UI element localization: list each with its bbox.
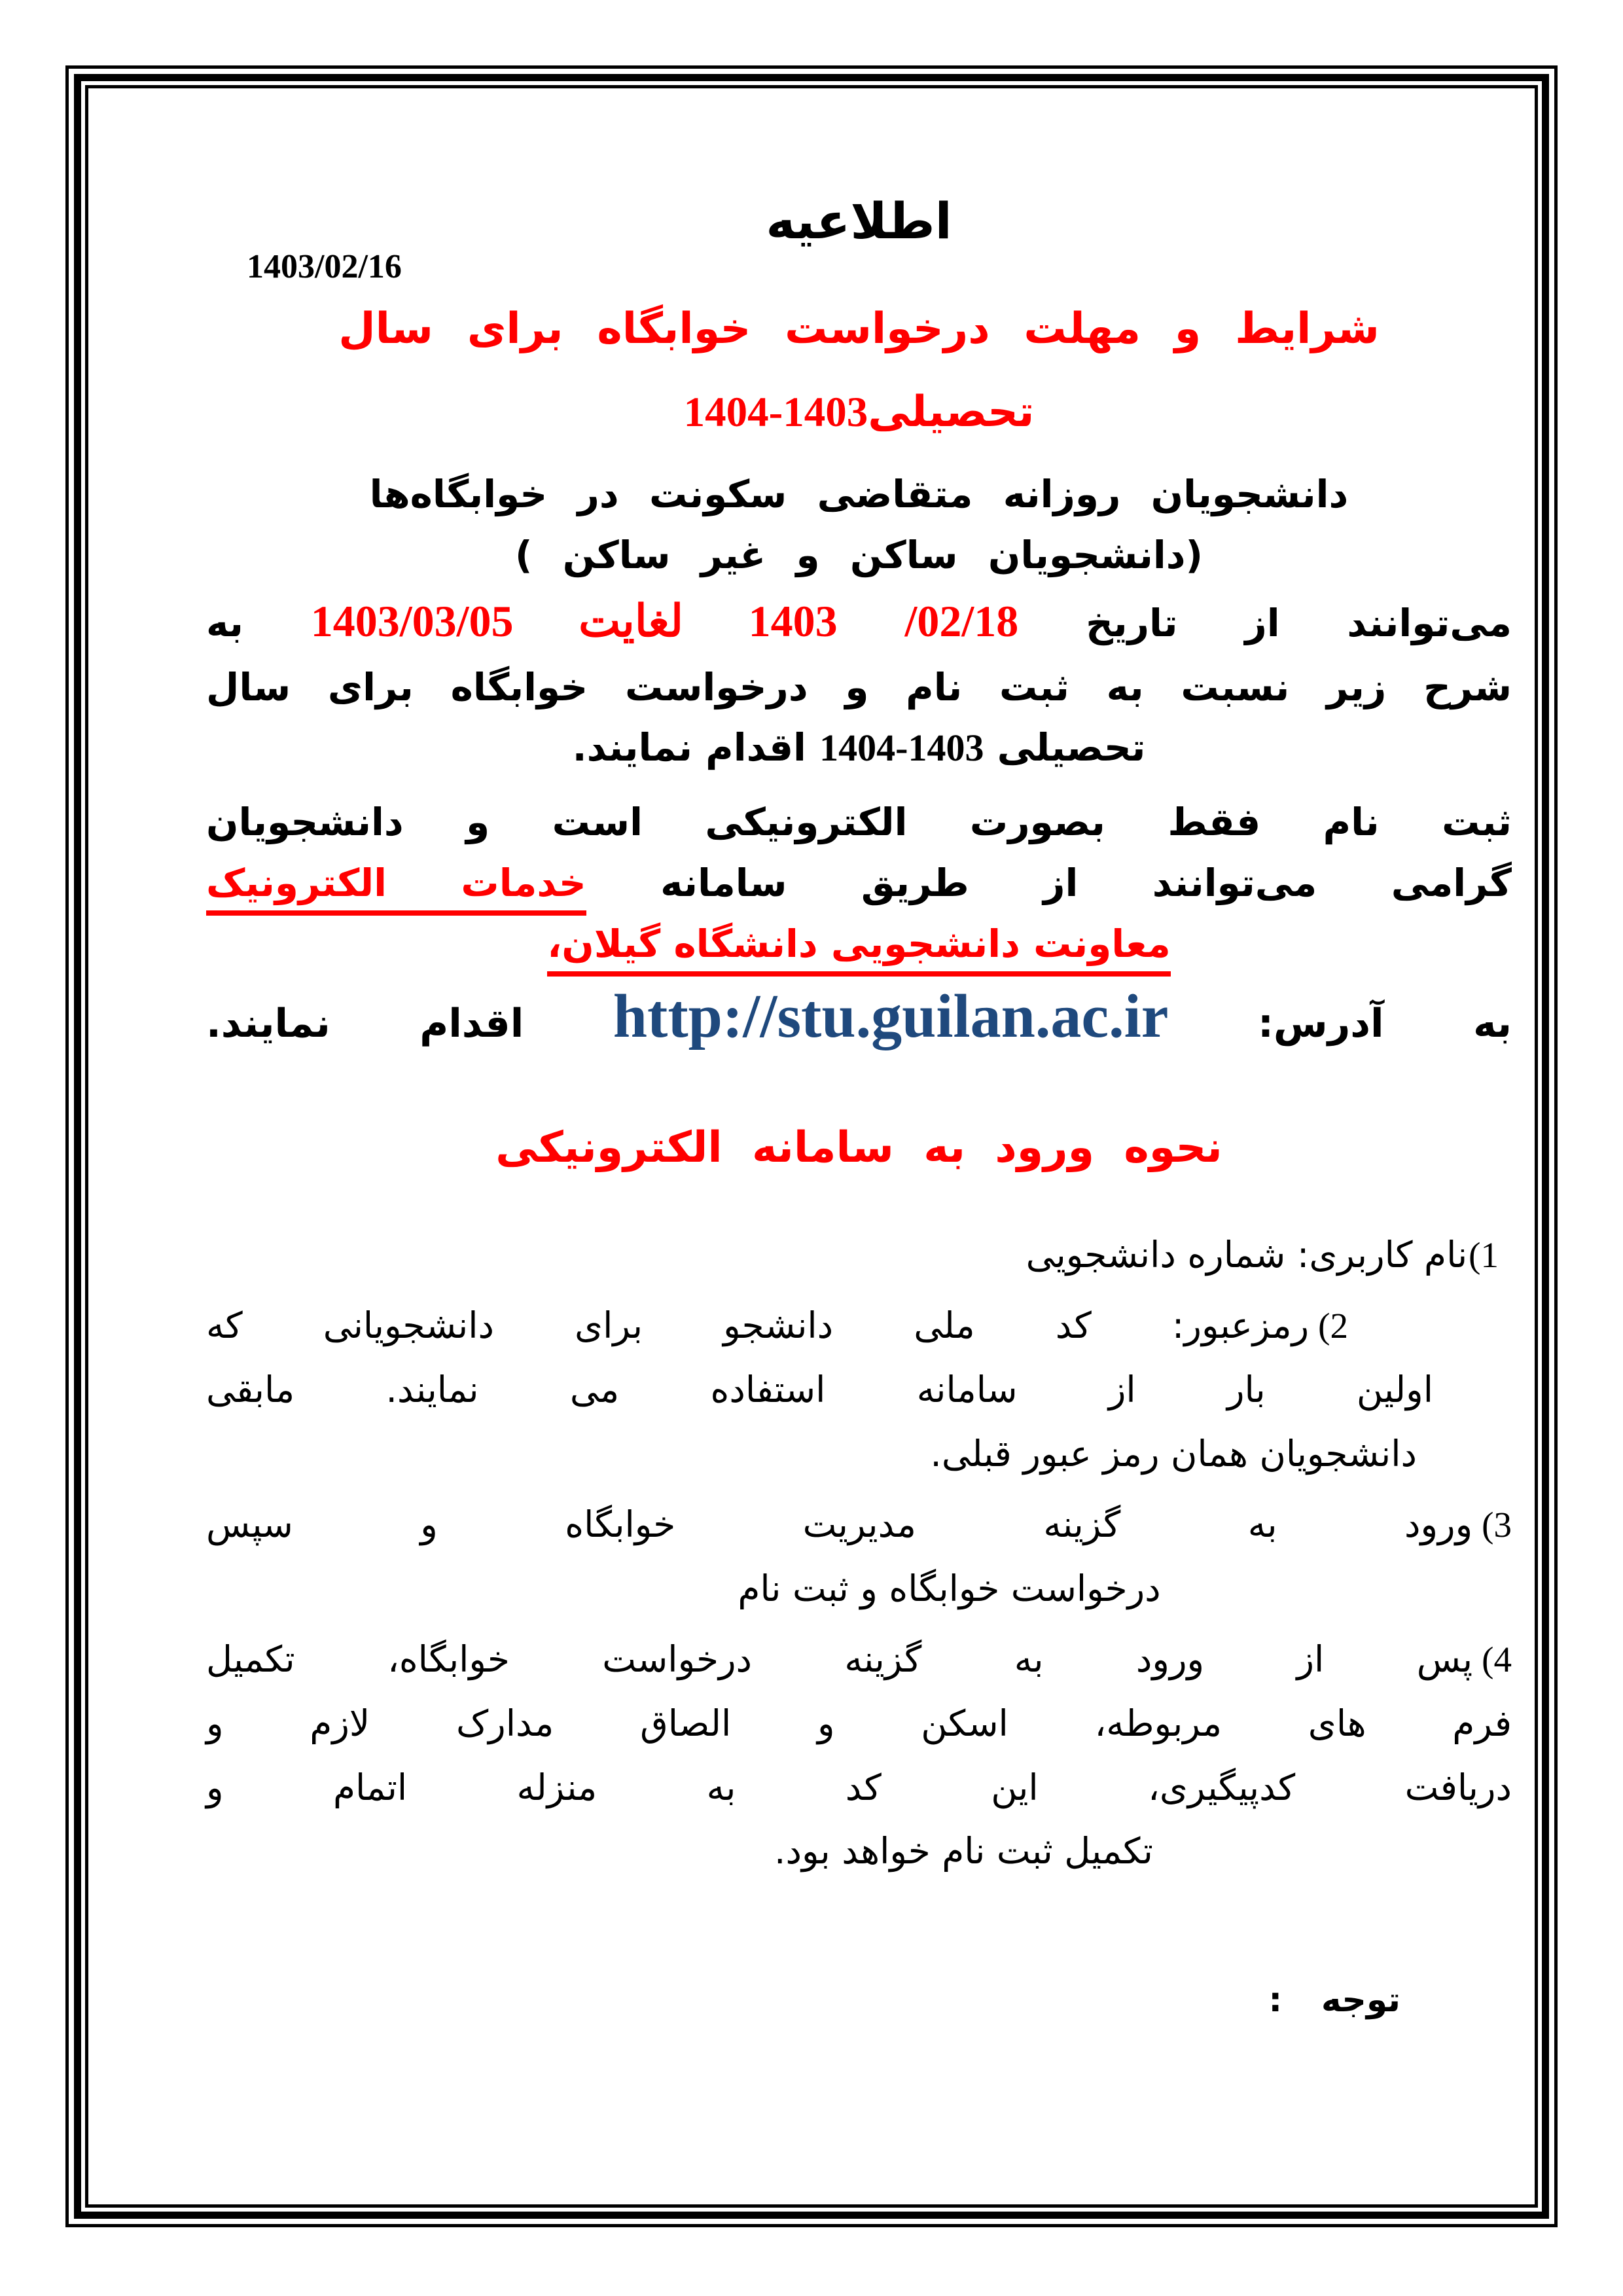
registration-paragraph — [206, 792, 1512, 974]
item2-text1: رمزعبور: کد ملی دانشجو برای دانشجویانی که — [206, 1304, 1310, 1347]
intro-line3 — [206, 586, 1512, 657]
registration-line3 — [206, 914, 1512, 975]
main-heading-line1: شرایط و مهلت درخواست خوابگاه برای سال — [338, 304, 1380, 353]
intro-line5 — [206, 717, 1512, 779]
item1-text: نام کاربری: شماره دانشجویی — [1026, 1234, 1468, 1276]
main-heading-line2 — [206, 371, 1512, 454]
item4-text1: پس از ورود به گزینه درخواست خوابگاه، تکمیل — [206, 1638, 1473, 1680]
page-border-outer — [65, 65, 1558, 2227]
start-date: /02/18 — [904, 596, 1019, 646]
main-heading-word: تحصیلی — [868, 387, 1035, 437]
item4-line2: فرم های مربوطه، اسکن و الصاق مدارک لازم و — [206, 1702, 1512, 1744]
attention-note: توجه : — [1268, 1981, 1400, 2020]
item4-line1 — [206, 1628, 1512, 1692]
list-item-4 — [206, 1628, 1512, 1884]
page-title: اطلاعیه — [766, 192, 952, 250]
notice-content — [88, 88, 1535, 2204]
main-heading — [206, 288, 1512, 454]
deadline-dates: 1403 لغایت 1403/03/05 — [310, 596, 838, 646]
item3-line2: درخواست خوابگاه و ثبت نام — [738, 1567, 1161, 1609]
item3-line1 — [206, 1493, 1512, 1557]
item2-line3: دانشجویان همان رمز عبور قبلی. — [930, 1433, 1417, 1475]
eservices-link-part2[interactable]: معاونت دانشجویی دانشگاه گیلان، — [547, 922, 1170, 977]
page-border-thick — [74, 74, 1549, 2219]
list-item-3 — [206, 1493, 1512, 1621]
intro-line5-rest: اقدام نمایند. — [572, 725, 806, 770]
item2-line2: اولین بار از سامانه استفاده می نمایند. مابقی — [206, 1369, 1433, 1411]
intro-line5-years: 1403-1404 — [819, 726, 984, 770]
portal-url[interactable]: http://stu.guilan.ac.ir — [613, 982, 1169, 1050]
address-prefix: به آدرس: — [1257, 1000, 1512, 1047]
intro-line3-text1: می‌توانند از تاریخ — [1086, 600, 1512, 645]
academic-years: 1403-1404 — [683, 388, 868, 436]
item3-marker: 3) — [1482, 1504, 1512, 1545]
item2-line1 — [206, 1294, 1512, 1358]
intro-line3-text2: به — [206, 600, 243, 645]
issue-date: 1403/02/16 — [247, 248, 402, 286]
registration-line1: ثبت نام فقط بصورت الکترونیکی است و دانشجویان — [206, 800, 1512, 845]
list-item-2 — [206, 1294, 1512, 1486]
address-line — [206, 981, 1512, 1052]
list-item-1 — [206, 1223, 1512, 1287]
intro-line4: شرح زیر نسبت به ثبت نام و درخواست خوابگاه برای سال — [206, 664, 1512, 709]
page-border-inner — [85, 85, 1538, 2208]
item3-text1: ورود به گزینه مدیریت خوابگاه و سپس — [206, 1503, 1473, 1545]
section-heading: نحوه ورود به سامانه الکترونیکی — [495, 1122, 1222, 1172]
item4-line3: دریافت کدپیگیری، این کد به منزله اتمام و — [206, 1766, 1512, 1808]
registration-line2 — [206, 853, 1512, 914]
item4-marker: 4) — [1482, 1639, 1512, 1679]
registration-line2-black: گرامی می‌توانند از طریق سامانه — [660, 861, 1512, 906]
item1-marker: 1) — [1469, 1235, 1499, 1276]
steps-list — [206, 1223, 1512, 1884]
intro-line2: (دانشجویان ساکن و غیر ساکن ) — [514, 533, 1204, 578]
item1-line1 — [206, 1223, 1512, 1287]
item2-marker: 2) — [1318, 1306, 1348, 1346]
eservices-link-part1[interactable]: خدمات الکترونیک — [206, 861, 586, 916]
intro-line1: دانشجویان روزانه متقاضی سکونت در خوابگاه‌ها — [369, 472, 1349, 517]
intro-paragraph — [206, 464, 1512, 779]
address-suffix: اقدام نمایند. — [206, 1000, 524, 1047]
intro-line5-word: تحصیلی — [997, 725, 1146, 770]
item4-line4: تکمیل ثبت نام خواهد بود. — [774, 1830, 1153, 1873]
